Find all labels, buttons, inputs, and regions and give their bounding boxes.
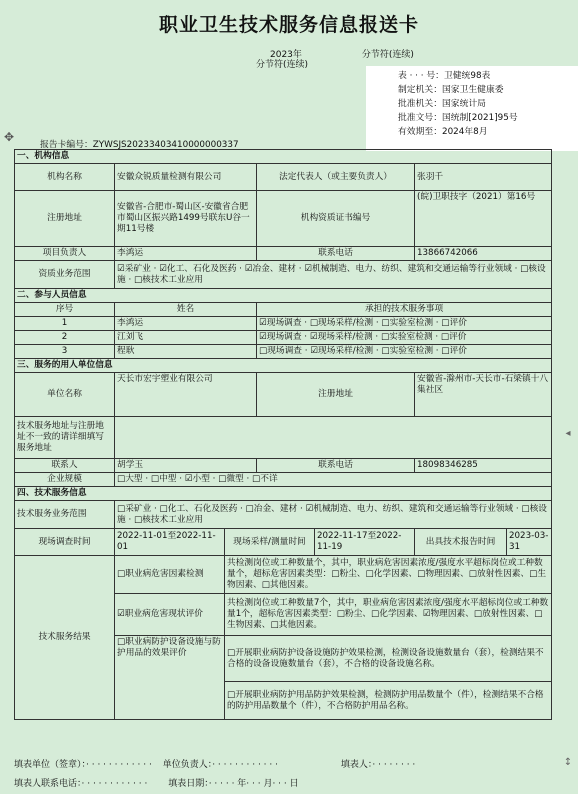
filler-phone-field[interactable]: 填表人联系电话：· · · · · · · · · · · ·	[14, 779, 148, 789]
qual-scope-value[interactable]: ☑采矿业 · ☑化工、石化及医药 · ☑冶金、建材 · ☑机械制造、电力、纺织、建筑和交通运输等行业领域 · □核设施 · □核技术工业应用	[115, 261, 552, 289]
staff-name[interactable]: 江刘飞	[115, 331, 257, 345]
result-type-label[interactable]: □职业病防护设备设施与防护用品的效果评价	[115, 636, 225, 720]
staff-items[interactable]: ☑现场调查 · □现场采样/检测 · □实验室检测 · □评价	[257, 317, 552, 331]
result-text[interactable]: □开展职业病防护用品防护效果检测，检测防护用品数量个（件），检测结果不合格的防护用品数量个（件），不合格防护用品名称。	[225, 682, 552, 720]
company-size-label: 企业规模	[15, 473, 115, 487]
table-number: 表 · · · 号：卫健统98表	[398, 71, 491, 81]
result-text[interactable]: 共检测岗位或工种数量个，其中，职业病危害因素浓度/强度水平超标岗位或工种数量个，超标危害因素类型：□粉尘、□化学因素、□物理因素、□放射性因素、□生物因素、□其他因素。	[225, 556, 552, 594]
unit-contact-label: 联系人	[15, 459, 115, 473]
result-text[interactable]: 共检测岗位或工种数量7个，其中，职业病危害因素浓度/强度水平超标岗位或工种数量1个，超标危害因素类型：□粉尘、□化学因素、☑物理因素、□放射性因素、□生物因素、□其他因素。	[225, 594, 552, 636]
org-phone-value[interactable]: 13866742066	[415, 247, 552, 261]
org-name-value[interactable]: 安徽众锐质量检测有限公司	[115, 164, 257, 191]
maker-agency: 制定机关：国家卫生健康委	[398, 85, 504, 95]
legal-rep-label: 法定代表人（或主要负责人）	[257, 164, 415, 191]
report-time-label: 出具技术报告时间	[415, 529, 507, 556]
staff-items[interactable]: ☑现场调查 · ☑现场采样/检测 · □实验室检测 · □评价	[257, 331, 552, 345]
service-scope-label: 技术服务业务范围	[15, 501, 115, 529]
result-type-label[interactable]: ☑职业病危害现状评价	[115, 594, 225, 636]
filler-field[interactable]: 填表人：· · · · · · · ·	[340, 760, 416, 770]
form-title: 职业卫生技术服务信息报送卡	[158, 14, 419, 36]
unit-name-label: 单位名称	[15, 373, 115, 417]
staff-items[interactable]: □现场调查 · ☑现场采样/检测 · □实验室检测 · □评价	[257, 345, 552, 359]
section-4-heading: 四、技术服务信息	[15, 487, 552, 501]
survey-time-value[interactable]: 2022-11-01至2022-11-01	[115, 529, 225, 556]
staff-name[interactable]: 程耿	[115, 345, 257, 359]
legal-rep-value[interactable]: 张羽千	[415, 164, 552, 191]
survey-time-label: 现场调查时间	[15, 529, 115, 556]
col-items-header: 承担的技术服务事项	[257, 303, 552, 317]
valid-until: 有效期至：2024年8月	[398, 127, 488, 137]
result-type-label[interactable]: □职业病危害因素检测	[115, 556, 225, 594]
footer-row-2	[14, 776, 299, 789]
staff-name[interactable]: 李鸿运	[115, 317, 257, 331]
result-label: 技术服务结果	[15, 556, 115, 720]
org-phone-label: 联系电话	[257, 247, 415, 261]
scroll-left-icon[interactable]: ◂	[565, 428, 571, 439]
approval-number: 批准文号：国统制[2021]95号	[398, 113, 518, 123]
service-addr-label: 技术服务地址与注册地址不一致的请详细填写服务地址	[15, 417, 115, 459]
section-3-heading: 三、服务的用人单位信息	[15, 359, 552, 373]
approval-info-box	[366, 66, 578, 151]
unit-addr-label: 注册地址	[257, 373, 415, 417]
qual-scope-label: 资质业务范围	[15, 261, 115, 289]
year-line: 2023年 分节符(连续)	[270, 50, 414, 60]
report-form-table	[14, 149, 552, 720]
fill-date-field[interactable]: 填表日期：· · · · · 年· · · 月· · · 日	[168, 779, 299, 789]
staff-no: 2	[15, 331, 115, 345]
section-1-heading: 一、机构信息	[15, 150, 552, 164]
table-move-handle-icon[interactable]: ✥	[4, 130, 15, 144]
reg-addr-label: 注册地址	[15, 191, 115, 247]
unit-contact-value[interactable]: 胡学玉	[115, 459, 257, 473]
section-break-line: 分节符(连续)	[256, 60, 309, 70]
staff-no: 1	[15, 317, 115, 331]
company-size-options[interactable]: □大型 · □中型 · ☑小型 · □微型 · □不详	[115, 473, 552, 487]
unit-leader-field[interactable]: 单位负责人：· · · · · · · · · · · ·	[162, 760, 278, 770]
unit-phone-value[interactable]: 18098346285	[415, 459, 552, 473]
leader-value[interactable]: 李鸿运	[115, 247, 257, 261]
staff-no: 3	[15, 345, 115, 359]
unit-name-value[interactable]: 天长市宏宇塑业有限公司	[115, 373, 257, 417]
sampling-time-label: 现场采样/测量时间	[225, 529, 315, 556]
footer-row-1	[14, 757, 415, 770]
fill-unit-field[interactable]: 填表单位（签章）：· · · · · · · · · · · ·	[14, 760, 152, 770]
cert-no-label: 机构资质证书编号	[257, 191, 415, 247]
unit-addr-value[interactable]: 安徽省-滁州市-天长市-石梁镇十八集社区	[415, 373, 552, 417]
service-addr-value[interactable]	[115, 417, 552, 459]
resize-handle-icon[interactable]: ↕	[563, 757, 573, 768]
result-text[interactable]: □开展职业病防护设备设施防护效果检测，检测设备设施数量台（套），检测结果不合格的设备设施数量台（套），不合格的设备设施名称。	[225, 636, 552, 682]
leader-label: 项目负责人	[15, 247, 115, 261]
report-number: 报告卡编号：ZYWSJS20233403410000000337	[40, 140, 239, 150]
col-name-header: 姓名	[115, 303, 257, 317]
org-name-label: 机构名称	[15, 164, 115, 191]
report-time-value[interactable]: 2023-03-31	[507, 529, 552, 556]
section-2-heading: 二、参与人员信息	[15, 289, 552, 303]
reg-addr-value[interactable]: 安徽省-合肥市-蜀山区-安徽省合肥市蜀山区振兴路1499号联东U谷一期11号楼	[115, 191, 257, 247]
service-scope-value[interactable]: □采矿业 · □化工、石化及医药 · □冶金、建材 · ☑机械制造、电力、纺织、建筑和交通运输等行业领域 · □核设施 · □核技术工业应用	[115, 501, 552, 529]
sampling-time-value[interactable]: 2022-11-17至2022-11-19	[315, 529, 415, 556]
cert-no-value[interactable]: (皖)卫职技字（2021）第16号	[415, 191, 552, 247]
col-no-header: 序号	[15, 303, 115, 317]
unit-phone-label: 联系电话	[257, 459, 415, 473]
approver-agency: 批准机关：国家统计局	[398, 99, 486, 109]
